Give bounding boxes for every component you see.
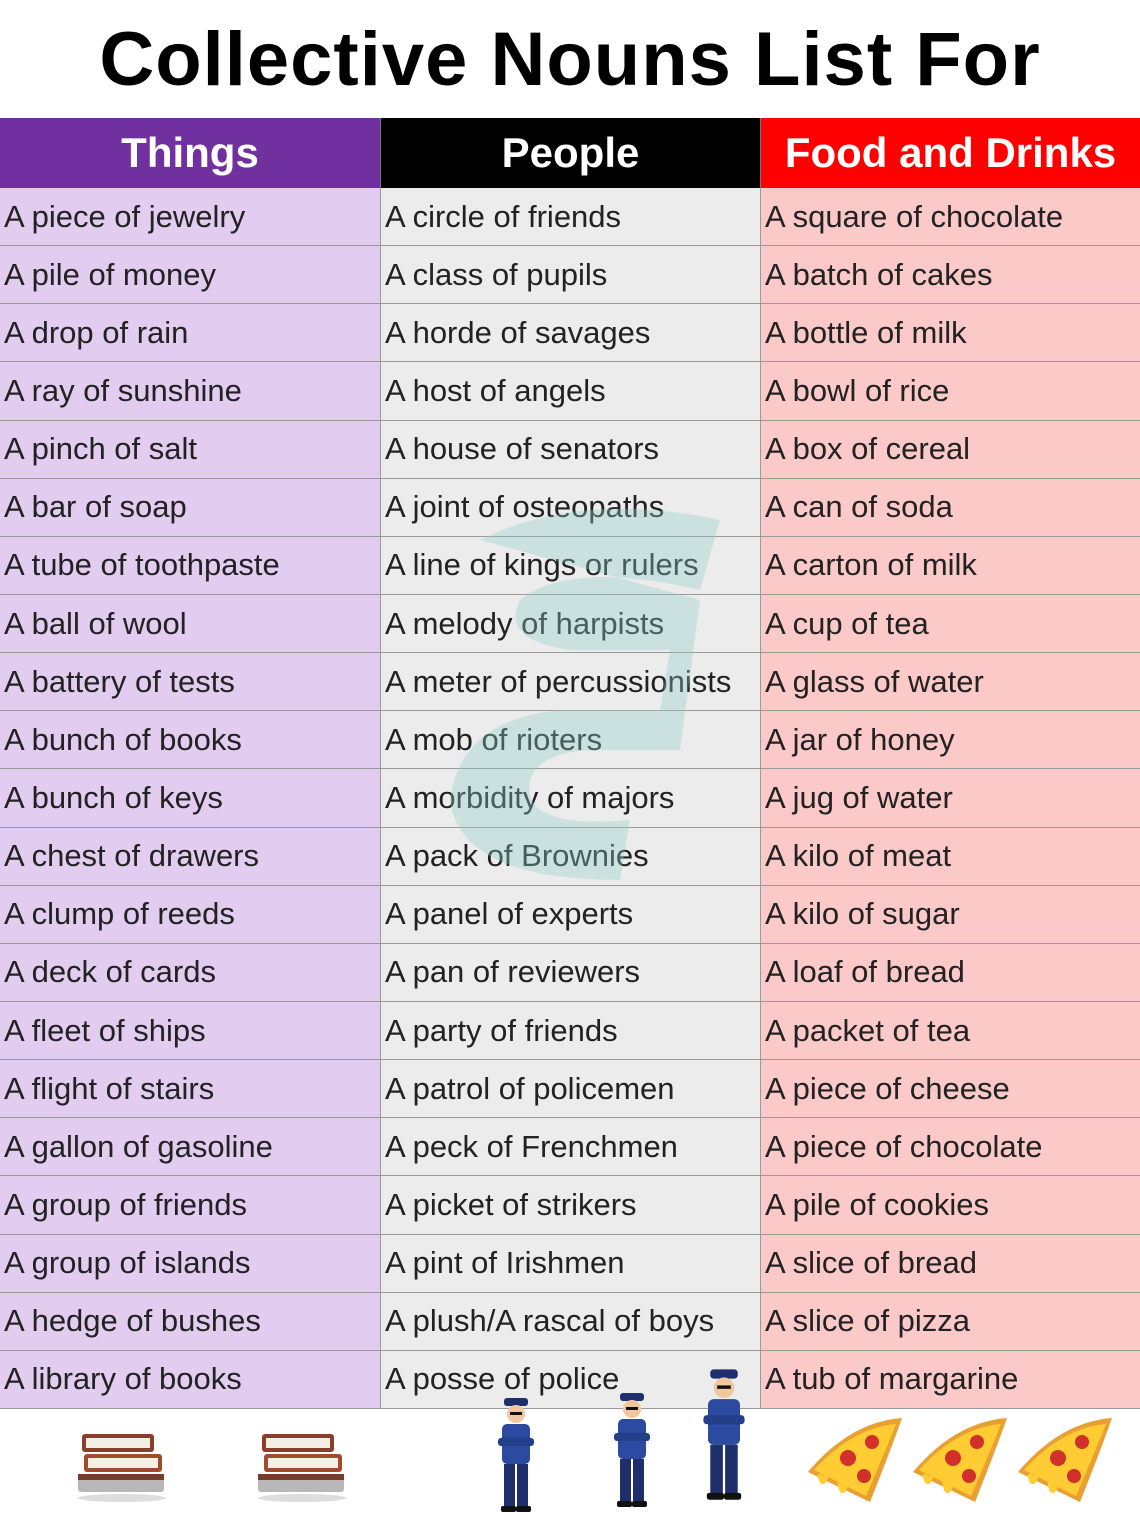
table-cell: A tub of margarine	[760, 1351, 1140, 1409]
table-cell: A group of friends	[0, 1176, 380, 1234]
table-cell: A clump of reeds	[0, 886, 380, 944]
table-cell: A plush/A rascal of boys	[380, 1293, 760, 1351]
table-cell: A loaf of bread	[760, 944, 1140, 1002]
table-cell: A square of chocolate	[760, 188, 1140, 246]
table-cell: A carton of milk	[760, 537, 1140, 595]
table-cell: A pint of Irishmen	[380, 1235, 760, 1293]
table-cell: A box of cereal	[760, 421, 1140, 479]
pizza-slice-icon	[800, 1412, 910, 1510]
table-cell: A cup of tea	[760, 595, 1140, 653]
table-cell: A glass of water	[760, 653, 1140, 711]
police-officer-icon	[692, 1358, 756, 1518]
table-cell: A pile of money	[0, 246, 380, 304]
table-cell: A kilo of meat	[760, 828, 1140, 886]
table-cell: A party of friends	[380, 1002, 760, 1060]
table-cell: A melody of harpists	[380, 595, 760, 653]
table-cell: A chest of drawers	[0, 828, 380, 886]
table-cell: A library of books	[0, 1351, 380, 1409]
table-cell: A fleet of ships	[0, 1002, 380, 1060]
table-cell: A bunch of keys	[0, 769, 380, 827]
table-cell: A peck of Frenchmen	[380, 1118, 760, 1176]
header-things: Things	[0, 118, 380, 188]
table-cell: A hedge of bushes	[0, 1293, 380, 1351]
table-cell: A slice of bread	[760, 1235, 1140, 1293]
table-cell: A slice of pizza	[760, 1293, 1140, 1351]
table-cell: A flight of stairs	[0, 1060, 380, 1118]
table-cell: A piece of jewelry	[0, 188, 380, 246]
table-cell: A horde of savages	[380, 304, 760, 362]
table-cell: A batch of cakes	[760, 246, 1140, 304]
table-cell: A host of angels	[380, 362, 760, 420]
table-cell: A tube of toothpaste	[0, 537, 380, 595]
police-officer-icon	[604, 1390, 660, 1516]
table-cell: A panel of experts	[380, 886, 760, 944]
table-cell: A ray of sunshine	[0, 362, 380, 420]
table-cell: A ball of wool	[0, 595, 380, 653]
table-cell: A pinch of salt	[0, 421, 380, 479]
table-cell: A bowl of rice	[760, 362, 1140, 420]
nouns-table	[0, 118, 1140, 1409]
table-cell: A picket of strikers	[380, 1176, 760, 1234]
books-icon	[252, 1422, 352, 1504]
table-cell: A can of soda	[760, 479, 1140, 537]
police-officer-icon	[488, 1398, 544, 1518]
table-cell: A bunch of books	[0, 711, 380, 769]
books-icon	[72, 1422, 172, 1504]
table-cell: A bottle of milk	[760, 304, 1140, 362]
table-cell: A piece of cheese	[760, 1060, 1140, 1118]
footer-illustrations	[0, 1408, 1140, 1520]
table-cell: A packet of tea	[760, 1002, 1140, 1060]
table-cell: A jar of honey	[760, 711, 1140, 769]
table-cell: A jug of water	[760, 769, 1140, 827]
table-cell: A morbidity of majors	[380, 769, 760, 827]
table-cell: A circle of friends	[380, 188, 760, 246]
table-cell: A gallon of gasoline	[0, 1118, 380, 1176]
table-cell: A drop of rain	[0, 304, 380, 362]
table-cell: A house of senators	[380, 421, 760, 479]
table-cell: A class of pupils	[380, 246, 760, 304]
table-cell: A joint of osteopaths	[380, 479, 760, 537]
header-food-and-drinks: Food and Drinks	[760, 118, 1140, 188]
table-cell: A group of islands	[0, 1235, 380, 1293]
table-cell: A line of kings or rulers	[380, 537, 760, 595]
pizza-slice-icon	[905, 1412, 1015, 1510]
table-cell: A kilo of sugar	[760, 886, 1140, 944]
table-cell: A piece of chocolate	[760, 1118, 1140, 1176]
table-cell: A posse of police	[380, 1351, 760, 1409]
table-cell: A patrol of policemen	[380, 1060, 760, 1118]
table-cell: A battery of tests	[0, 653, 380, 711]
header-people: People	[380, 118, 760, 188]
table-cell: A deck of cards	[0, 944, 380, 1002]
table-cell: A mob of rioters	[380, 711, 760, 769]
pizza-slice-icon	[1010, 1412, 1120, 1510]
table-cell: A pack of Brownies	[380, 828, 760, 886]
page-title: Collective Nouns List For	[99, 16, 1041, 102]
table-cell: A meter of percussionists	[380, 653, 760, 711]
table-cell: A bar of soap	[0, 479, 380, 537]
table-cell: A pile of cookies	[760, 1176, 1140, 1234]
table-cell: A pan of reviewers	[380, 944, 760, 1002]
